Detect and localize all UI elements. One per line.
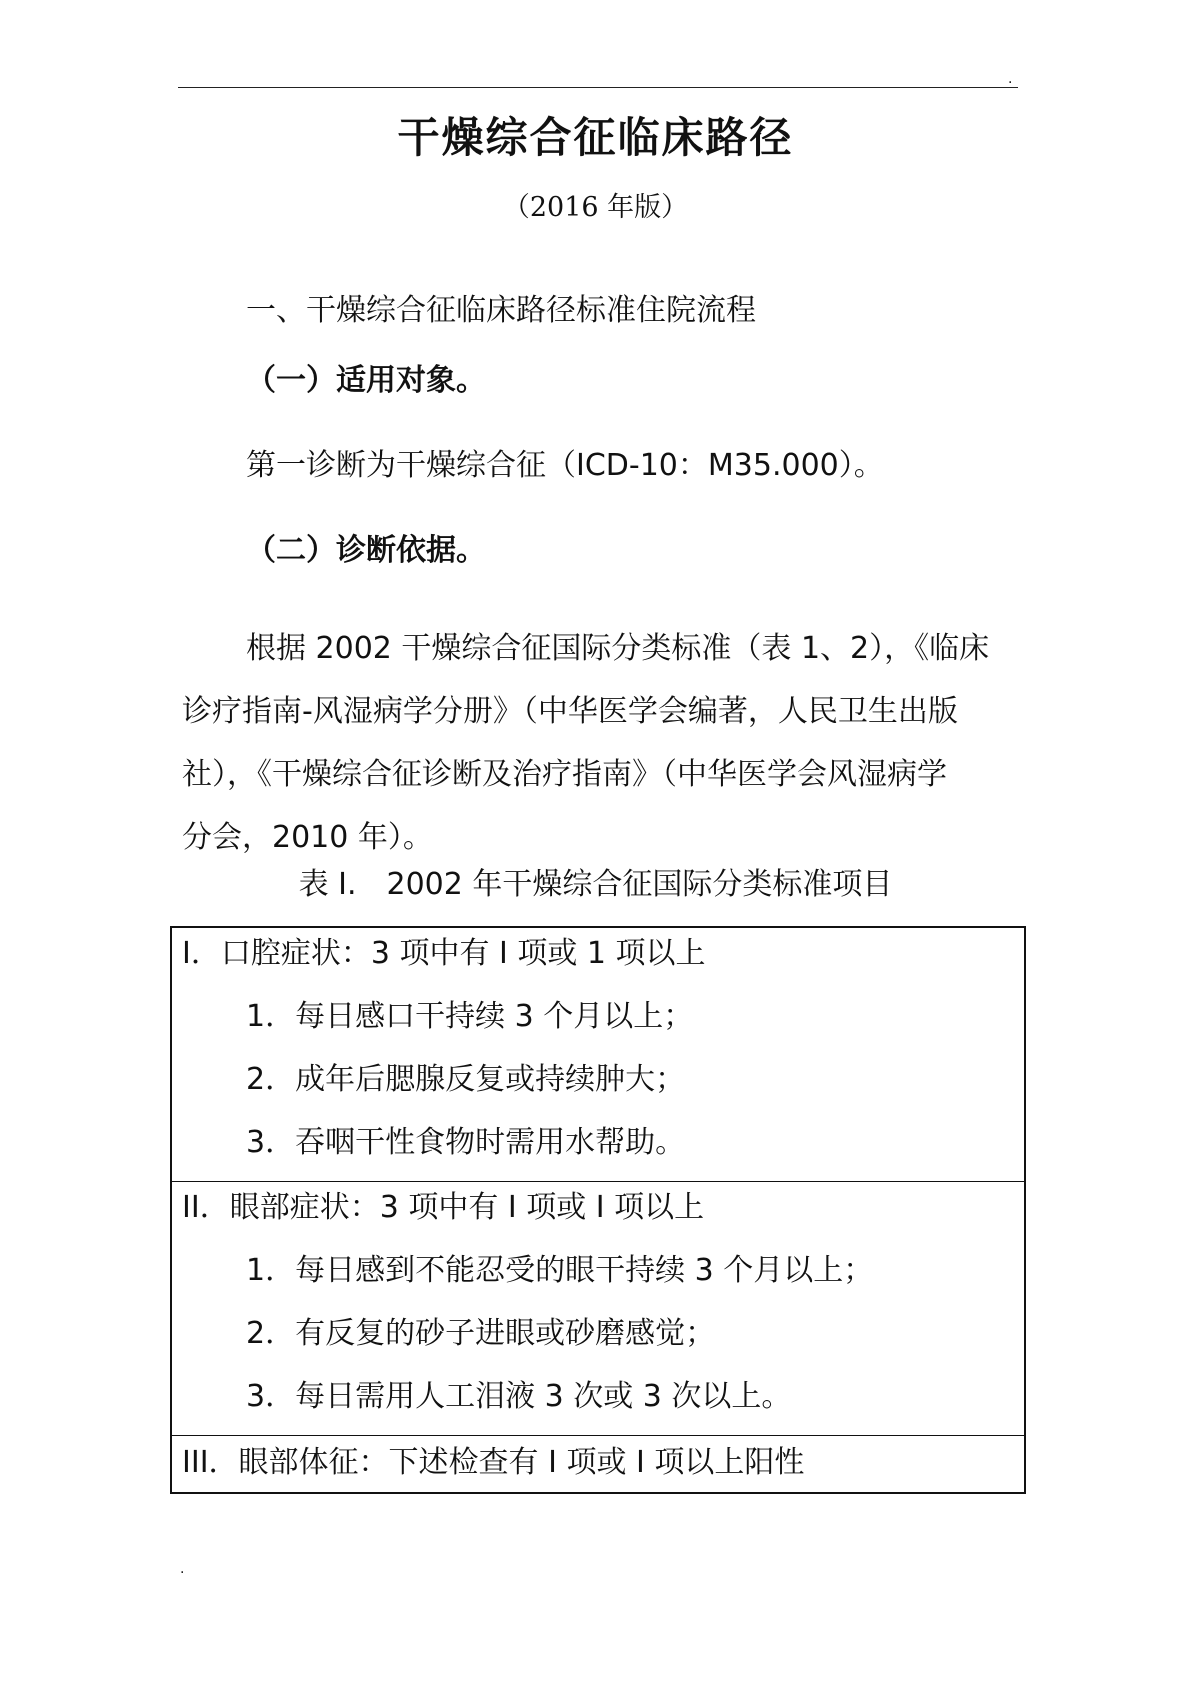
criteria-item: 1．每日感到不能忍受的眼干持续 3 个月以上； [246,1253,874,1288]
basis-paragraph [182,617,1022,869]
table-section-eye-signs [172,1436,1024,1494]
document-title: 干燥综合征临床路径 [397,113,794,162]
criteria-item: 3．每日需用人工泪液 3 次或 3 次以上。 [246,1379,792,1414]
section-heading-oral: I．口腔症状：3 项中有 I 项或 1 项以上 [182,936,706,971]
subsection-heading-basis: （二）诊断依据。 [246,533,486,568]
header-dot: . [1008,71,1013,87]
diagnosis-text: 第一诊断为干燥综合征（ICD-10：M35.000）。 [246,448,884,483]
table-section-eye-symptoms [172,1182,1024,1436]
section-heading-eye-symptoms: II．眼部症状：3 项中有 I 项或 I 项以上 [182,1190,705,1225]
paragraph-line: 诊疗指南-风湿病学分册》（中华医学会编著，人民卫生出版 [182,694,958,729]
criteria-table [170,926,1026,1494]
table-section-oral [172,928,1024,1182]
paragraph-line: 社），《干燥综合征诊断及治疗指南》（中华医学会风湿病学 [182,757,947,792]
subsection-heading-applicable: （一）适用对象。 [246,363,486,398]
criteria-item: 2．成年后腮腺反复或持续肿大； [246,1062,686,1097]
criteria-item: 1．每日感口干持续 3 个月以上； [246,999,694,1034]
section-heading-eye-signs: III．眼部体征：下述检查有 I 项或 I 项以上阳性 [182,1445,805,1480]
paragraph-line: 根据 2002 干燥综合征国际分类标准（表 1、2），《临床 [246,631,990,666]
footer-dot: . [180,1561,185,1577]
section-heading: 一、干燥综合征临床路径标准住院流程 [246,293,756,328]
criteria-item: 2．有反复的砂子进眼或砂磨感觉； [246,1316,716,1351]
paragraph-line: 分会，2010 年）。 [182,820,433,855]
document-subtitle: （2016 年版） [502,192,689,223]
table-caption: 表 I. 2002 年干燥综合征国际分类标准项目 [298,867,893,902]
criteria-item: 3．吞咽干性食物时需用水帮助。 [246,1125,686,1160]
header-rule [178,87,1018,88]
